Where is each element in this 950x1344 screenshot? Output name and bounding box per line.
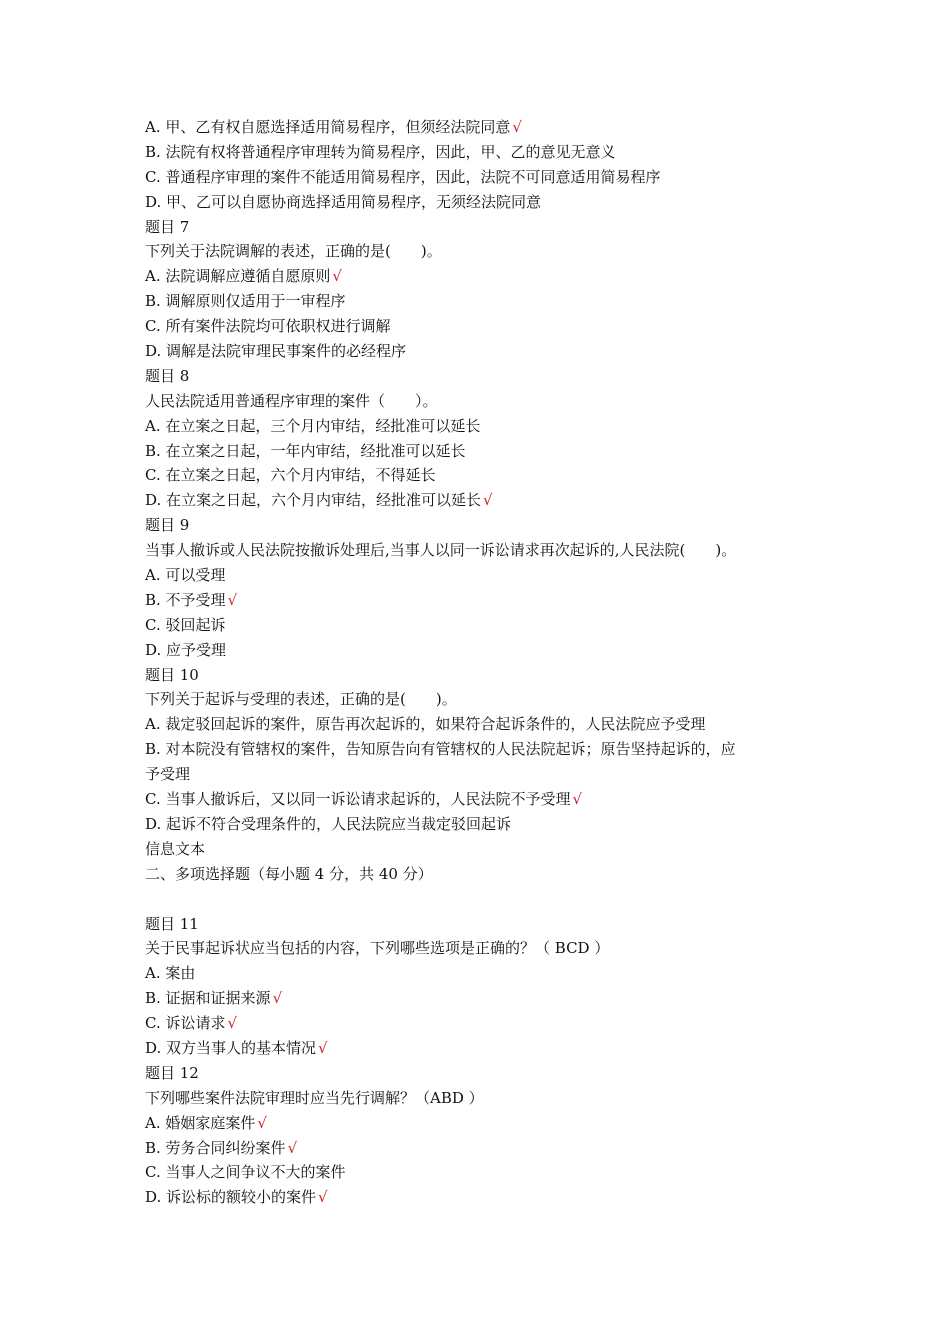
line-text: A. 在立案之日起，三个月内审结，经批准可以延长: [145, 416, 481, 435]
line-text: B. 不予受理: [145, 590, 226, 609]
text-line: [145, 912, 815, 937]
text-line: [145, 687, 815, 712]
line-text: 信息文本: [145, 839, 206, 858]
text-line: [145, 1061, 815, 1086]
text-line: [145, 1011, 815, 1036]
line-text: B. 法院有权将普通程序审理转为简易程序，因此，甲、乙的意见无意义: [145, 142, 616, 161]
line-text: D. 诉讼标的额较小的案件: [145, 1188, 317, 1207]
line-text: 人民法院适用普通程序审理的案件（ ）。: [145, 391, 438, 410]
text-line: [145, 115, 815, 140]
text-line: [145, 961, 815, 986]
line-text: 当事人撤诉或人民法院按撤诉处理后,当事人以同一诉讼请求再次起诉的,人民法院( )。: [145, 541, 737, 560]
text-line: [145, 414, 815, 439]
correct-check-icon: √: [512, 118, 522, 136]
line-text: C. 所有案件法院均可依职权进行调解: [145, 317, 391, 336]
line-text: C. 普通程序审理的案件不能适用简易程序，因此，法院不可同意适用简易程序: [145, 167, 661, 186]
correct-check-icon: √: [257, 1113, 267, 1132]
text-line: [145, 314, 815, 339]
text-line: [145, 936, 815, 961]
line-text: 二、多项选择题（每小题 4 分，共 40 分）: [145, 864, 433, 883]
text-line: [145, 712, 815, 737]
correct-check-icon: √: [318, 1038, 328, 1057]
correct-check-icon: √: [483, 491, 493, 510]
line-text: 下列哪些案件法院审理时应当先行调解？（ABD ）: [145, 1088, 484, 1107]
text-line: [145, 140, 815, 165]
line-text: 关于民事起诉状应当包括的内容，下列哪些选项是正确的？（ BCD ）: [145, 939, 610, 958]
text-line: [145, 663, 815, 688]
correct-check-icon: √: [572, 790, 583, 809]
text-line: [145, 1086, 815, 1111]
text-line: [145, 1185, 815, 1210]
correct-check-icon: √: [287, 1138, 298, 1157]
line-text: 下列关于法院调解的表述，正确的是( )。: [145, 242, 442, 261]
line-text: 题目 12: [145, 1063, 199, 1082]
correct-check-icon: √: [272, 989, 283, 1008]
line-text: 题目 8: [145, 366, 190, 385]
text-line: [145, 513, 815, 538]
line-text: 题目 11: [145, 914, 199, 933]
correct-check-icon: √: [227, 1014, 238, 1033]
line-text: B. 劳务合同纠纷案件: [145, 1138, 286, 1157]
line-text: D. 应予受理: [145, 640, 227, 659]
text-line: [145, 613, 815, 638]
text-line: [145, 364, 815, 389]
line-text: 予受理: [145, 765, 191, 784]
line-text: D. 调解是法院审理民事案件的必经程序: [145, 342, 407, 361]
line-text: C. 驳回起诉: [145, 615, 226, 634]
line-text: 题目 7: [145, 217, 190, 236]
text-line: [145, 463, 815, 488]
text-line: [145, 862, 815, 887]
line-text: C. 当事人之间争议不大的案件: [145, 1163, 346, 1182]
line-text: 题目 9: [145, 516, 190, 535]
line-text: D. 甲、乙可以自愿协商选择适用简易程序，无须经法院同意: [145, 192, 542, 211]
text-line: [145, 215, 815, 240]
line-text: D. 双方当事人的基本情况: [145, 1038, 317, 1057]
line-text: 下列关于起诉与受理的表述，正确的是( )。: [145, 690, 457, 709]
text-line: [145, 1136, 815, 1161]
text-line: [145, 762, 815, 787]
text-line: [145, 339, 815, 364]
document-page: [145, 115, 815, 1210]
line-text: C. 诉讼请求: [145, 1014, 226, 1033]
text-line: [145, 264, 815, 289]
text-line: [145, 588, 815, 613]
text-line: [145, 488, 815, 513]
line-text: B. 在立案之日起，一年内审结，经批准可以延长: [145, 441, 466, 460]
text-line: [145, 165, 815, 190]
text-line: [145, 563, 815, 588]
text-line: [145, 737, 815, 762]
text-line: [145, 1036, 815, 1061]
line-text: D. 在立案之日起，六个月内审结，经批准可以延长: [145, 491, 482, 510]
text-line: [145, 1160, 815, 1185]
text-line: [145, 289, 815, 314]
line-text: A. 可以受理: [145, 566, 226, 585]
line-text: B. 证据和证据来源: [145, 989, 271, 1008]
line-text: A. 案由: [145, 964, 196, 983]
correct-check-icon: √: [332, 267, 342, 286]
correct-check-icon: √: [318, 1188, 328, 1207]
text-line: [145, 787, 815, 812]
text-line: [145, 1111, 815, 1136]
line-text: D. 起诉不符合受理条件的，人民法院应当裁定驳回起诉: [145, 814, 512, 833]
line-text: A. 裁定驳回起诉的案件，原告再次起诉的，如果符合起诉条件的，人民法院应予受理: [145, 715, 706, 734]
line-text: B. 对本院没有管辖权的案件，告知原告向有管辖权的人民法院起诉；原告坚持起诉的，应: [145, 740, 736, 759]
text-line: [145, 638, 815, 663]
text-line: [145, 812, 815, 837]
line-text: A. 婚姻家庭案件: [145, 1113, 256, 1132]
line-text: A. 甲、乙有权自愿选择适用简易程序，但须经法院同意: [145, 118, 511, 136]
line-text: B. 调解原则仅适用于一审程序: [145, 292, 346, 311]
text-line: [145, 190, 815, 215]
correct-check-icon: √: [227, 590, 238, 609]
blank-line: [145, 887, 815, 912]
text-line: [145, 389, 815, 414]
line-text: C. 在立案之日起，六个月内审结，不得延长: [145, 466, 436, 485]
text-line: [145, 538, 815, 563]
text-line: [145, 986, 815, 1011]
line-text: C. 当事人撤诉后，又以同一诉讼请求起诉的，人民法院不予受理: [145, 790, 571, 809]
text-line: [145, 439, 815, 464]
text-line: [145, 837, 815, 862]
line-text: 题目 10: [145, 665, 199, 684]
text-line: [145, 239, 815, 264]
line-text: A. 法院调解应遵循自愿原则: [145, 267, 331, 286]
